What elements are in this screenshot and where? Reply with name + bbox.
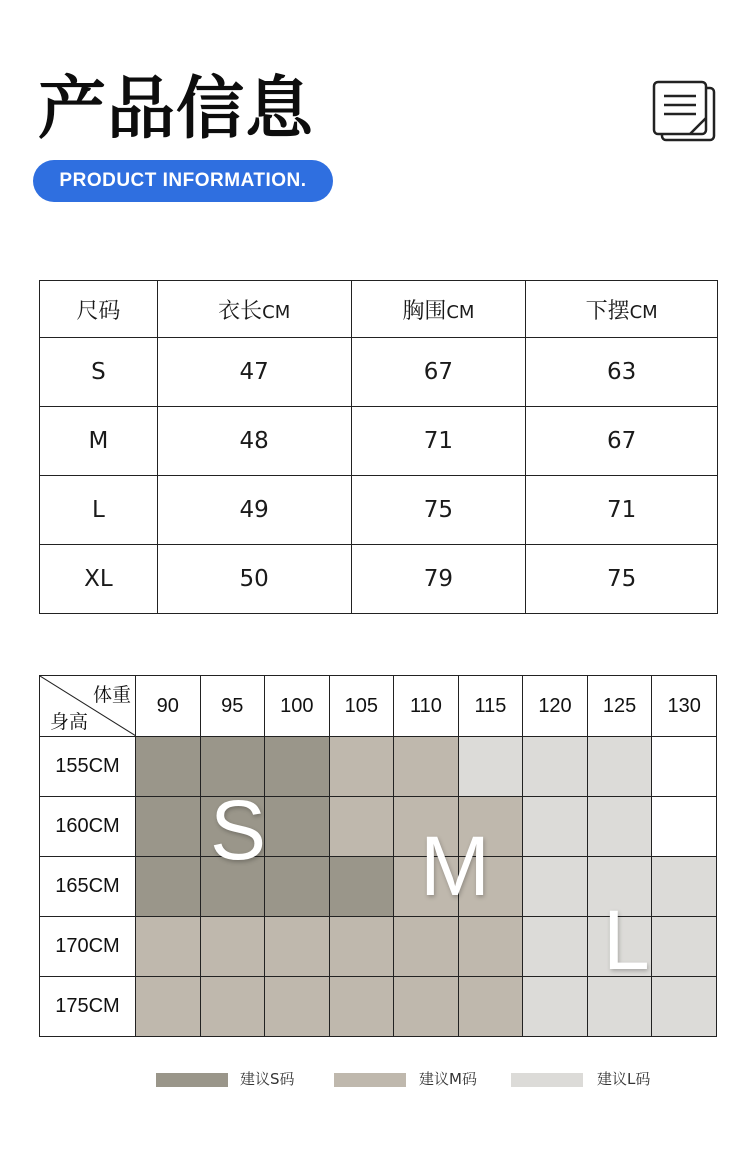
fit-cell-s bbox=[135, 737, 200, 797]
corner-weight-label: 体重 bbox=[92, 685, 131, 706]
cell-chest: 67 bbox=[351, 338, 526, 407]
fit-cell-l bbox=[458, 737, 523, 797]
page-title: 产品信息 bbox=[38, 70, 315, 149]
size-table bbox=[39, 280, 718, 614]
fit-cell-l bbox=[587, 737, 652, 797]
legend-label-l: 建议L码 bbox=[597, 1070, 651, 1088]
document-icon bbox=[650, 80, 718, 144]
fit-cell-s bbox=[265, 857, 330, 917]
fit-cell-l bbox=[652, 857, 717, 917]
fit-cell-l bbox=[523, 857, 588, 917]
fit-cell-l bbox=[523, 977, 588, 1037]
weight-header: 110 bbox=[394, 676, 459, 737]
header-length: 衣长CM bbox=[157, 281, 351, 338]
height-label: 175CM bbox=[40, 977, 136, 1037]
fit-cell-m bbox=[329, 977, 394, 1037]
fit-cell-empty bbox=[652, 797, 717, 857]
cell-hem: 75 bbox=[526, 545, 718, 614]
zone-label-m: M bbox=[420, 819, 490, 913]
fit-cell-l bbox=[523, 737, 588, 797]
fit-cell-l bbox=[652, 917, 717, 977]
header-chest: 胸围CM bbox=[351, 281, 526, 338]
fit-cell-m bbox=[135, 917, 200, 977]
fit-cell-m bbox=[200, 917, 265, 977]
cell-size: M bbox=[40, 407, 158, 476]
fit-cell-l bbox=[652, 977, 717, 1037]
fit-row bbox=[40, 737, 717, 797]
corner-cell bbox=[40, 676, 136, 737]
fit-cell-s bbox=[135, 857, 200, 917]
header-size: 尺码 bbox=[40, 281, 158, 338]
fit-cell-l bbox=[523, 797, 588, 857]
weight-header: 125 bbox=[587, 676, 652, 737]
fit-cell-s bbox=[135, 797, 200, 857]
fit-cell-empty bbox=[652, 737, 717, 797]
legend-swatch-m bbox=[334, 1073, 406, 1087]
corner-height-label: 身高 bbox=[50, 712, 89, 733]
table-row bbox=[40, 476, 718, 545]
cell-size: XL bbox=[40, 545, 158, 614]
weight-header: 115 bbox=[458, 676, 523, 737]
size-table-header bbox=[40, 281, 718, 338]
weight-header: 95 bbox=[200, 676, 265, 737]
table-row bbox=[40, 338, 718, 407]
fit-cell-l bbox=[587, 797, 652, 857]
weight-header: 130 bbox=[652, 676, 717, 737]
legend-label-s: 建议S码 bbox=[240, 1070, 295, 1088]
height-label: 155CM bbox=[40, 737, 136, 797]
fit-cell-m bbox=[329, 917, 394, 977]
fit-cell-m bbox=[458, 917, 523, 977]
table-row bbox=[40, 545, 718, 614]
legend-swatch-l bbox=[511, 1073, 583, 1087]
fit-cell-m bbox=[329, 737, 394, 797]
fit-cell-m bbox=[394, 737, 459, 797]
height-label: 170CM bbox=[40, 917, 136, 977]
fit-cell-m bbox=[394, 917, 459, 977]
fit-cell-s bbox=[329, 857, 394, 917]
cell-hem: 71 bbox=[526, 476, 718, 545]
height-label: 160CM bbox=[40, 797, 136, 857]
fit-cell-m bbox=[135, 977, 200, 1037]
fit-cell-l bbox=[523, 917, 588, 977]
table-row bbox=[40, 407, 718, 476]
header-hem: 下摆CM bbox=[526, 281, 718, 338]
cell-length: 49 bbox=[157, 476, 351, 545]
weight-header: 120 bbox=[523, 676, 588, 737]
fit-cell-s bbox=[265, 737, 330, 797]
fit-cell-m bbox=[458, 977, 523, 1037]
fit-cell-m bbox=[200, 977, 265, 1037]
fit-row bbox=[40, 797, 717, 857]
cell-chest: 75 bbox=[351, 476, 526, 545]
height-label: 165CM bbox=[40, 857, 136, 917]
weight-header: 90 bbox=[135, 676, 200, 737]
fit-cell-m bbox=[394, 977, 459, 1037]
zone-label-l: L bbox=[603, 893, 650, 987]
fit-cell-m bbox=[265, 917, 330, 977]
subtitle-badge: PRODUCT INFORMATION. bbox=[33, 160, 333, 202]
weight-header: 100 bbox=[265, 676, 330, 737]
weight-header: 105 bbox=[329, 676, 394, 737]
cell-chest: 71 bbox=[351, 407, 526, 476]
fit-cell-m bbox=[265, 977, 330, 1037]
legend-label-m: 建议M码 bbox=[419, 1070, 477, 1088]
legend-swatch-s bbox=[156, 1073, 228, 1087]
fit-cell-m bbox=[329, 797, 394, 857]
cell-chest: 79 bbox=[351, 545, 526, 614]
fit-cell-s bbox=[265, 797, 330, 857]
cell-length: 50 bbox=[157, 545, 351, 614]
cell-size: S bbox=[40, 338, 158, 407]
zone-label-s: S bbox=[210, 783, 267, 877]
cell-length: 48 bbox=[157, 407, 351, 476]
fit-chart-header bbox=[40, 676, 717, 737]
cell-size: L bbox=[40, 476, 158, 545]
cell-hem: 63 bbox=[526, 338, 718, 407]
cell-length: 47 bbox=[157, 338, 351, 407]
cell-hem: 67 bbox=[526, 407, 718, 476]
